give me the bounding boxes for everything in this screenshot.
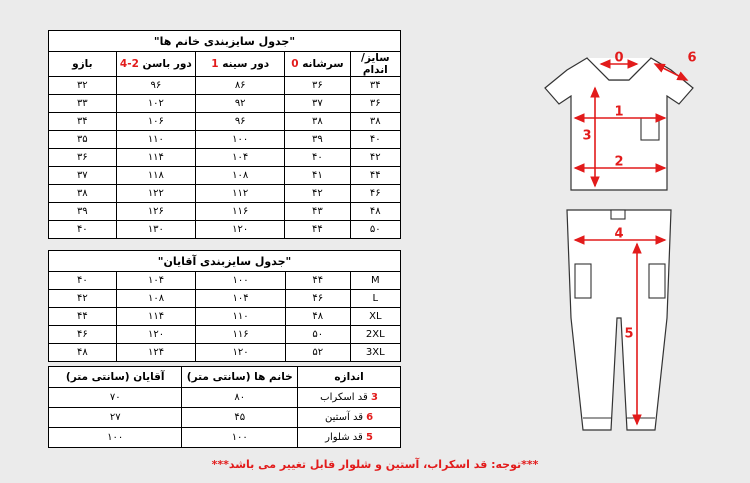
table-row [49, 428, 401, 448]
cell-shoulder: ۴۲ [285, 185, 350, 203]
label-scrub-length: 3 [582, 128, 592, 144]
header-men-cm: آقایان (سانتی متر) [49, 367, 182, 388]
cell-hip: ۱۱۴ [116, 149, 196, 167]
cell-size: L [350, 290, 400, 308]
cell-ladies-value: ۸۰ [182, 388, 298, 408]
cell-shoulder: ۵۰ [285, 326, 350, 344]
cell-size: M [350, 272, 400, 290]
cell-hip: ۱۲۰ [116, 326, 196, 344]
cell-hip: ۱۳۰ [116, 221, 196, 239]
cell-men-value: ۷۰ [49, 388, 182, 408]
cell-hip: ۱۰۶ [116, 113, 196, 131]
header-shoulder-label: سرشانه [302, 58, 344, 70]
header-size: سایز/ اندام [350, 52, 400, 77]
cell-chest: ۹۶ [196, 113, 285, 131]
cell-hip: ۱۰۸ [116, 290, 196, 308]
cell-shoulder: ۴۸ [285, 308, 350, 326]
table-row [49, 272, 401, 290]
header-arm: بازو [49, 52, 117, 77]
cell-arm: ۴۰ [49, 221, 117, 239]
label-pants-length: 5 [624, 326, 634, 342]
cell-shoulder: ۴۱ [285, 167, 350, 185]
cell-size: 2XL [350, 326, 400, 344]
table-row [49, 95, 401, 113]
cell-hip: ۱۲۶ [116, 203, 196, 221]
label-waist: 4 [614, 226, 624, 242]
cell-size: ۴۲ [350, 149, 400, 167]
label-hip: 2 [614, 154, 624, 170]
cell-ladies-value: ۴۵ [182, 408, 298, 428]
cell-arm: ۴۸ [49, 344, 117, 362]
cell-arm: ۴۲ [49, 290, 117, 308]
table-row [49, 290, 401, 308]
cell-chest: ۱۱۰ [196, 308, 285, 326]
measure-label: قد آستین [324, 412, 363, 423]
cell-shoulder: ۴۴ [285, 272, 350, 290]
header-chest [196, 52, 285, 77]
measure-index: 5 [366, 432, 373, 443]
cell-measure-label [298, 388, 401, 408]
cell-ladies-value: ۱۰۰ [182, 428, 298, 448]
table-row [49, 113, 401, 131]
header-ladies-cm: خانم ها (سانتی متر) [182, 367, 298, 388]
cell-size: XL [350, 308, 400, 326]
cell-chest: ۱۰۸ [196, 167, 285, 185]
cell-size: ۴۴ [350, 167, 400, 185]
cell-shoulder: ۵۲ [285, 344, 350, 362]
label-chest: 1 [614, 104, 624, 120]
cell-size: ۳۴ [350, 77, 400, 95]
cell-hip: ۱۲۴ [116, 344, 196, 362]
table-title-row [49, 31, 401, 52]
header-measure: اندازه [298, 367, 401, 388]
header-chest-label: دور سینه [222, 58, 270, 70]
cell-size: ۴۰ [350, 131, 400, 149]
cell-arm: ۴۴ [49, 308, 117, 326]
cell-size: ۴۶ [350, 185, 400, 203]
cell-shoulder: ۴۴ [285, 221, 350, 239]
cell-hip: ۱۰۴ [116, 272, 196, 290]
men-table-title: "جدول سایزبندی آقایان" [49, 251, 401, 272]
trousers-shape [567, 210, 671, 430]
garment-diagram [505, 18, 733, 448]
cell-arm: ۳۲ [49, 77, 117, 95]
header-shoulder-index: 0 [291, 58, 299, 70]
table-row [49, 326, 401, 344]
cell-arm: ۳۷ [49, 167, 117, 185]
measure-label: قد اسکراب [320, 392, 368, 403]
lengths-table [48, 366, 401, 448]
header-hip-index: 4-2 [119, 58, 139, 70]
cell-size: ۵۰ [350, 221, 400, 239]
men-size-table [48, 250, 401, 362]
cell-hip: ۱۰۲ [116, 95, 196, 113]
table-row [49, 185, 401, 203]
cell-arm: ۳۵ [49, 131, 117, 149]
table-title-row [49, 251, 401, 272]
table-header-row [49, 52, 401, 77]
cell-chest: ۱۰۴ [196, 290, 285, 308]
measure-index: 3 [370, 392, 378, 403]
cell-chest: ۱۱۶ [196, 326, 285, 344]
header-shoulder [285, 52, 350, 77]
cell-chest: ۸۶ [196, 77, 285, 95]
cell-hip: ۱۱۴ [116, 308, 196, 326]
table-row [49, 203, 401, 221]
cell-hip: ۹۶ [116, 77, 196, 95]
measure-label: قد شلوار [325, 432, 363, 443]
cell-hip: ۱۱۰ [116, 131, 196, 149]
cell-measure-label [298, 428, 401, 448]
cell-chest: ۱۰۰ [196, 131, 285, 149]
table-row [49, 167, 401, 185]
cell-shoulder: ۳۹ [285, 131, 350, 149]
table-row [49, 77, 401, 95]
cell-measure-label [298, 408, 401, 428]
header-chest-index: 1 [211, 58, 219, 70]
cell-men-value: ۲۷ [49, 408, 182, 428]
cell-arm: ۳۴ [49, 113, 117, 131]
cell-size: ۴۸ [350, 203, 400, 221]
cell-hip: ۱۲۲ [116, 185, 196, 203]
cell-shoulder: ۴۳ [285, 203, 350, 221]
cell-arm: ۳۶ [49, 149, 117, 167]
cell-shoulder: ۴۰ [285, 149, 350, 167]
cell-chest: ۱۱۶ [196, 203, 285, 221]
header-hip [116, 52, 196, 77]
table-row [49, 149, 401, 167]
table-row [49, 344, 401, 362]
cell-arm: ۳۹ [49, 203, 117, 221]
cell-size: ۳۸ [350, 113, 400, 131]
table-row [49, 408, 401, 428]
note-text: ***توجه: قد اسکراب، آستین و شلوار قابل تغییر می باشد*** [211, 458, 539, 471]
cell-shoulder: ۳۶ [285, 77, 350, 95]
cell-chest: ۹۲ [196, 95, 285, 113]
cell-chest: ۱۲۰ [196, 344, 285, 362]
cell-arm: ۳۳ [49, 95, 117, 113]
cell-shoulder: ۳۸ [285, 113, 350, 131]
header-hip-label: دور باسن [142, 58, 192, 70]
cell-hip: ۱۱۸ [116, 167, 196, 185]
table-row [49, 131, 401, 149]
cell-arm: ۴۰ [49, 272, 117, 290]
table-row [49, 388, 401, 408]
cell-chest: ۱۲۰ [196, 221, 285, 239]
table-row [49, 221, 401, 239]
ladies-table-title: "جدول سایزبندی خانم ها" [49, 31, 401, 52]
table-row [49, 308, 401, 326]
cell-chest: ۱۰۰ [196, 272, 285, 290]
ladies-size-table [48, 30, 401, 239]
cell-chest: ۱۰۴ [196, 149, 285, 167]
measure-index: 6 [366, 412, 374, 423]
cell-arm: ۳۸ [49, 185, 117, 203]
label-sleeve: 6 [687, 50, 697, 66]
cell-arm: ۴۶ [49, 326, 117, 344]
table-header-row [49, 367, 401, 388]
cell-size: ۳۶ [350, 95, 400, 113]
cell-shoulder: ۳۷ [285, 95, 350, 113]
label-shoulder: 0 [614, 50, 624, 66]
cell-size: 3XL [350, 344, 400, 362]
cell-chest: ۱۱۲ [196, 185, 285, 203]
cell-shoulder: ۴۶ [285, 290, 350, 308]
cell-men-value: ۱۰۰ [49, 428, 182, 448]
scrub-top-shape [545, 58, 693, 190]
